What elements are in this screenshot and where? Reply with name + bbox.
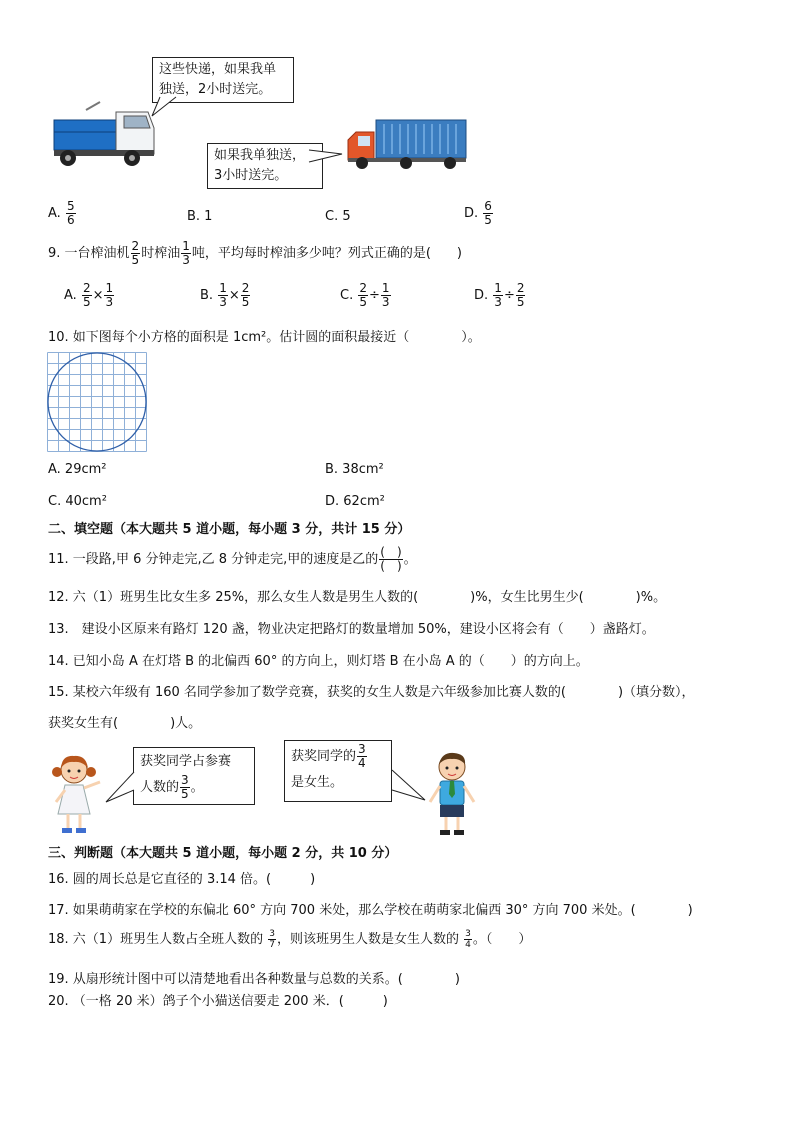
- option-label: D.: [464, 206, 479, 221]
- q10-option-c: C. 40cm²: [48, 494, 107, 509]
- question-19: 19. 从扇形统计图中可以清楚地看出各种数量与总数的关系。( ): [48, 972, 460, 987]
- q9-option-b: [200, 282, 251, 309]
- question-13: 13. 建设小区原来有路灯 120 盏，物业决定把路灯的数量增加 50%，建设小区将会有（ ）盏路灯。: [48, 622, 655, 637]
- option-label: A.: [48, 206, 61, 221]
- q10-option-b: B. 38cm²: [325, 462, 384, 477]
- bubble-line: 获奖同学占参赛: [140, 754, 232, 769]
- q8-option-d: [464, 200, 494, 227]
- bubble-line: [140, 774, 248, 801]
- fraction-denominator: 5: [181, 787, 189, 801]
- option-label: C.: [340, 288, 354, 303]
- q8-option-b: B. 1: [187, 209, 213, 224]
- bubble-text: 人数的: [140, 780, 180, 795]
- question-15-line-2: 获奖女生有( )人。: [48, 716, 202, 731]
- q8-option-c: C. 5: [325, 209, 351, 224]
- q9-option-a: [64, 282, 115, 309]
- fraction-numerator: 2: [359, 281, 367, 295]
- question-9: [48, 240, 462, 267]
- fraction-numerator: 1: [494, 281, 502, 295]
- bubble-line: 3小时送完。: [214, 168, 288, 183]
- speech-bubble-red-truck: [207, 143, 323, 189]
- bubble-text: 。: [190, 780, 204, 795]
- bubble-text: 获奖同学的: [291, 749, 357, 764]
- boy-illustration: [424, 750, 480, 838]
- q11-text: 11. 一段路,甲 6 分钟走完,乙 8 分钟走完,甲的速度是乙的: [48, 552, 379, 567]
- fraction-numerator: 3: [465, 929, 471, 939]
- fraction-numerator: 1: [182, 239, 190, 253]
- q9-option-d: [474, 282, 526, 309]
- question-12: 12. 六（1）班男生比女生多 25%，那么女生人数是男生人数的( )%，女生比男生少( )%。: [48, 590, 667, 605]
- fraction-denominator: 5: [131, 253, 140, 267]
- fraction-numerator: 2: [241, 281, 250, 295]
- q11-end: 。: [403, 552, 417, 567]
- bubble-line: 是女生。: [291, 775, 344, 790]
- speech-bubble-girl: [133, 747, 255, 805]
- fraction-numerator: 3: [181, 773, 189, 787]
- option-label: D.: [474, 288, 489, 303]
- fraction-numerator: 5: [66, 199, 75, 213]
- fraction-denominator: 3: [219, 295, 227, 309]
- fraction-denominator: 7: [269, 940, 275, 950]
- fraction-denominator: 5: [516, 295, 525, 309]
- fraction-numerator: 2: [131, 239, 140, 253]
- q9-text-2: 时榨油: [141, 246, 181, 261]
- q18-text-1: 18. 六（1）班男生人数占全班人数的: [48, 932, 264, 947]
- fraction-numerator: 3: [358, 742, 366, 756]
- option-label: A.: [64, 288, 77, 303]
- truck-white-illustration: [52, 98, 160, 170]
- fraction-numerator: 6: [484, 199, 492, 213]
- fraction-denominator: 6: [66, 213, 75, 227]
- bubble-line: 这些快递，如果我单: [159, 62, 277, 77]
- q9-text-1: 9. 一台榨油机: [48, 246, 130, 261]
- fraction-denominator: 5: [241, 295, 250, 309]
- fraction-denominator: 3: [494, 295, 502, 309]
- operator: ÷: [503, 288, 515, 303]
- operator: ×: [92, 288, 104, 303]
- grid-circle-figure: [47, 352, 147, 452]
- fraction-denominator: ( ): [380, 559, 402, 573]
- speech-bubble-boy: [284, 740, 392, 802]
- fraction-numerator: 1: [381, 281, 390, 295]
- q18-text-2: ，则该班男生人数是女生人数的: [276, 932, 459, 947]
- fraction-numerator: 1: [105, 281, 114, 295]
- fraction-denominator: 3: [381, 295, 390, 309]
- operator: ×: [228, 288, 240, 303]
- girl-illustration: [48, 752, 104, 836]
- fraction-denominator: 5: [484, 213, 492, 227]
- operator: ÷: [369, 288, 380, 303]
- bubble-line: [291, 743, 385, 770]
- q9-text-3: 吨，平均每时榨油多少吨？列式正确的是( ): [191, 246, 462, 261]
- bubble-line: 独送，2小时送完。: [159, 82, 272, 97]
- fraction-numerator: 1: [219, 281, 227, 295]
- q9-option-c: [340, 282, 392, 309]
- bubble-tail-icon: [104, 770, 136, 804]
- question-18: [48, 928, 531, 950]
- fraction-denominator: 5: [82, 295, 91, 309]
- question-11: [48, 546, 417, 573]
- truck-red-illustration: [346, 118, 468, 170]
- q8-option-a: [48, 200, 77, 227]
- question-20: 20. （一格 20 米）鸽子个小猫送信要走 200 米．( ): [48, 994, 388, 1009]
- section-3-title: 三、判断题（本大题共 5 道小题，每小题 2 分，共 10 分）: [48, 846, 398, 861]
- fraction-denominator: 4: [358, 756, 366, 770]
- q18-text-3: 。（ ）: [472, 932, 532, 947]
- fraction-numerator: ( ): [380, 545, 402, 559]
- q10-option-a: A. 29cm²: [48, 462, 107, 477]
- question-10: 10. 如下图每个小方格的面积是 1cm²。估计圆的面积最接近（ ）。: [48, 330, 481, 345]
- question-16: 16. 圆的周长总是它直径的 3.14 倍。( ): [48, 872, 316, 887]
- fraction-numerator: 2: [516, 281, 525, 295]
- fraction-denominator: 5: [359, 295, 367, 309]
- option-label: B.: [200, 288, 214, 303]
- fraction-denominator: 4: [465, 940, 471, 950]
- bubble-tail-icon: [308, 146, 344, 166]
- bubble-line: 如果我单独送，: [214, 148, 306, 163]
- fraction-numerator: 2: [82, 281, 91, 295]
- fraction-denominator: 3: [105, 295, 114, 309]
- fraction-numerator: 3: [269, 929, 275, 939]
- section-2-title: 二、填空题（本大题共 5 道小题，每小题 3 分，共计 15 分）: [48, 522, 411, 537]
- q10-option-d: D. 62cm²: [325, 494, 385, 509]
- bubble-tail-icon: [150, 96, 190, 118]
- question-14: 14. 已知小岛 A 在灯塔 B 的北偏西 60° 的方向上，则灯塔 B 在小岛 A 的（ ）的方向上。: [48, 654, 589, 669]
- question-15-line-1: 15. 某校六年级有 160 名同学参加了数学竞赛，获奖的女生人数是六年级参加比赛人数的( )（填分数），: [48, 685, 695, 700]
- fraction-denominator: 3: [182, 253, 190, 267]
- bubble-tail-icon: [391, 768, 427, 802]
- question-17: 17. 如果萌萌家在学校的东偏北 60° 方向 700 米处，那么学校在萌萌家北偏西 30° 方向 700 米处。( ): [48, 903, 693, 918]
